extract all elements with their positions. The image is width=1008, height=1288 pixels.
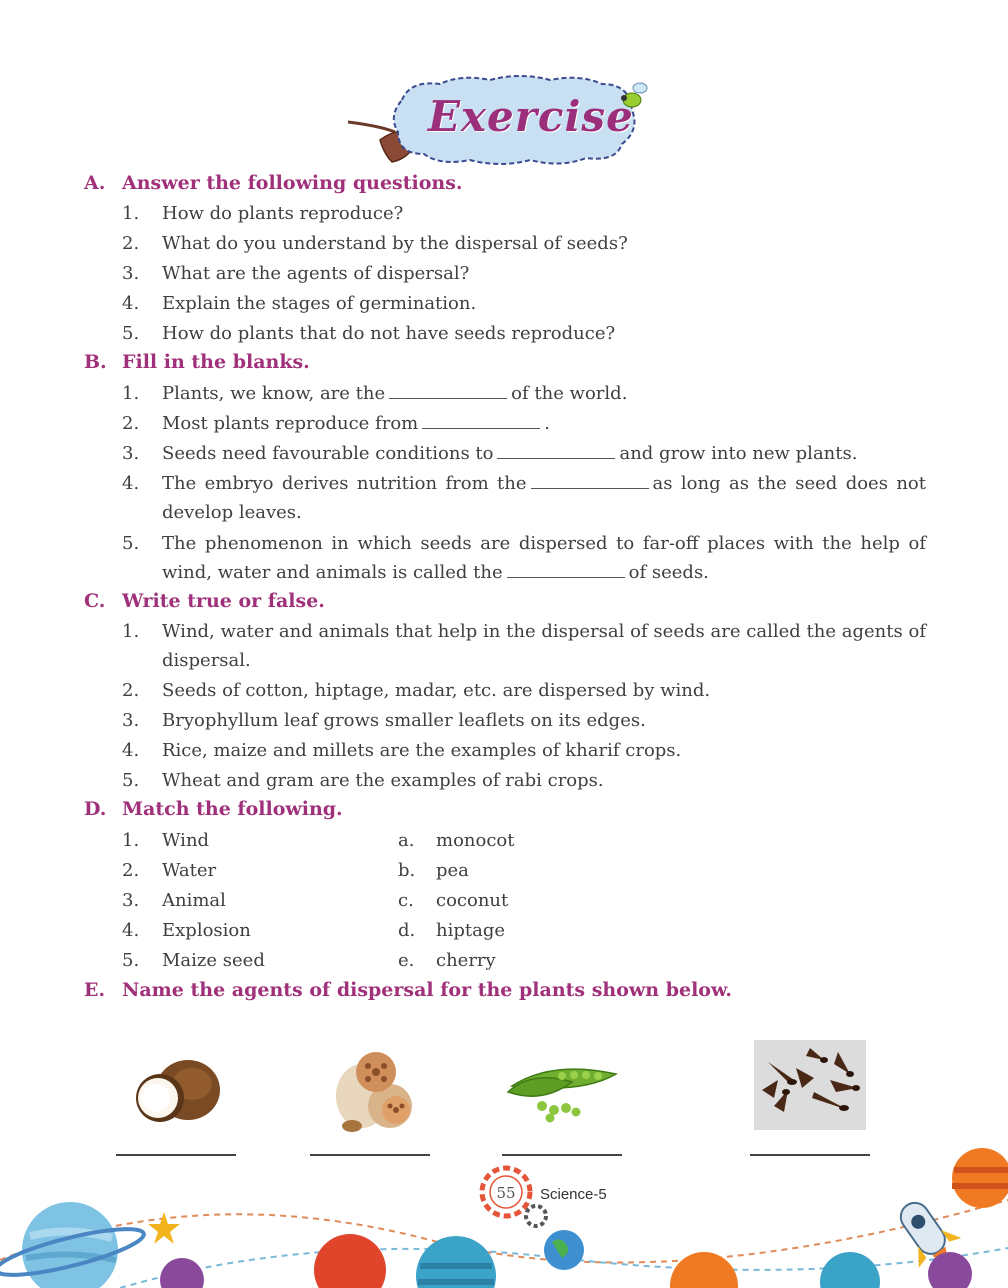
statement-text: Wheat and gram are the examples of rabi crops. — [162, 770, 604, 791]
item-number: 2. — [122, 413, 140, 434]
winged-seeds-image — [754, 1040, 866, 1130]
statement-text: Bryophyllum leaf grows smaller leaflets on its edges. — [162, 710, 646, 731]
book-label: Science-5 — [540, 1186, 607, 1203]
exercise-title: Exercise — [428, 92, 634, 141]
item-number: 5. — [122, 323, 140, 344]
section-letter: C. — [84, 590, 106, 612]
section-e-heading — [84, 979, 732, 1001]
match-term: Explosion — [162, 920, 251, 941]
section-title: Answer the following questions. — [122, 172, 463, 194]
blank-prefix: Seeds need favourable conditions to — [162, 443, 494, 464]
section-title: Match the following. — [122, 798, 343, 820]
item-letter: b. — [398, 860, 416, 881]
item-number: 1. — [122, 203, 140, 224]
section-letter: D. — [84, 798, 107, 820]
section-c-heading — [84, 590, 325, 612]
question-text: How do plants reproduce? — [162, 203, 404, 224]
answer-blank[interactable] — [389, 382, 507, 399]
space-decoration — [0, 1140, 1008, 1288]
section-d-heading — [84, 798, 343, 820]
answer-blank[interactable] — [507, 561, 625, 578]
item-number: 4. — [122, 293, 140, 314]
question-text: Explain the stages of germination. — [162, 293, 477, 314]
item-number: 1. — [122, 383, 140, 404]
section-a-heading — [84, 172, 463, 194]
blank-prefix: Most plants reproduce from — [162, 413, 419, 434]
item-number: 2. — [122, 860, 140, 881]
section-letter: A. — [84, 172, 106, 194]
item-number: 3. — [122, 890, 140, 911]
item-number: 4. — [122, 473, 140, 494]
match-option: monocot — [436, 830, 515, 851]
blank-prefix: The phenomenon in which seeds are dispersed to far-off places with the help of wind, water and animals is called the — [162, 533, 926, 583]
answer-blank[interactable] — [531, 472, 649, 489]
section-letter: E. — [84, 979, 106, 1001]
item-number: 3. — [122, 443, 140, 464]
match-option: pea — [436, 860, 469, 881]
item-number: 3. — [122, 263, 140, 284]
item-number: 2. — [122, 233, 140, 254]
item-number: 1. — [122, 621, 140, 642]
page-number: 55 — [496, 1184, 516, 1202]
item-letter: d. — [398, 920, 416, 941]
item-number: 5. — [122, 950, 140, 971]
item-letter: c. — [398, 890, 414, 911]
pea-pods-image — [502, 1052, 626, 1124]
coconut-image — [132, 1052, 224, 1130]
lotus-root-image — [322, 1046, 420, 1136]
question-text: What do you understand by the dispersal of seeds? — [162, 233, 628, 254]
blank-suffix: as long as the seed does not develop leaves. — [162, 473, 926, 523]
match-term: Wind — [162, 830, 210, 851]
statement-text: Wind, water and animals that help in the dispersal of seeds are called the agents of dispersal. — [162, 621, 926, 671]
match-term: Animal — [162, 890, 226, 911]
blank-suffix: of the world. — [511, 383, 628, 404]
item-number: 5. — [122, 533, 140, 554]
answer-blank[interactable] — [497, 442, 615, 459]
section-letter: B. — [84, 351, 107, 373]
blank-suffix: . — [544, 413, 550, 434]
question-text: What are the agents of dispersal? — [162, 263, 470, 284]
blank-prefix: The embryo derives nutrition from the — [162, 473, 527, 494]
item-number: 4. — [122, 920, 140, 941]
question-text: How do plants that do not have seeds reproduce? — [162, 323, 616, 344]
answer-blank[interactable] — [422, 412, 540, 429]
match-option: hiptage — [436, 920, 506, 941]
blank-suffix: and grow into new plants. — [619, 443, 858, 464]
item-number: 2. — [122, 680, 140, 701]
section-b-heading — [84, 351, 310, 373]
item-number: 4. — [122, 740, 140, 761]
statement-text: Seeds of cotton, hiptage, madar, etc. are dispersed by wind. — [162, 680, 711, 701]
match-option: cherry — [436, 950, 496, 971]
blank-prefix: Plants, we know, are the — [162, 383, 386, 404]
section-title: Fill in the blanks. — [122, 351, 310, 373]
section-title: Name the agents of dispersal for the plants shown below. — [122, 979, 733, 1001]
statement-text: Rice, maize and millets are the examples of kharif crops. — [162, 740, 682, 761]
item-number: 5. — [122, 770, 140, 791]
section-title: Write true or false. — [122, 590, 325, 612]
item-letter: a. — [398, 830, 415, 851]
match-term: Maize seed — [162, 950, 265, 971]
item-number: 1. — [122, 830, 140, 851]
match-option: coconut — [436, 890, 509, 911]
item-number: 3. — [122, 710, 140, 731]
match-term: Water — [162, 860, 217, 881]
blank-suffix: of seeds. — [628, 562, 709, 583]
item-letter: e. — [398, 950, 415, 971]
